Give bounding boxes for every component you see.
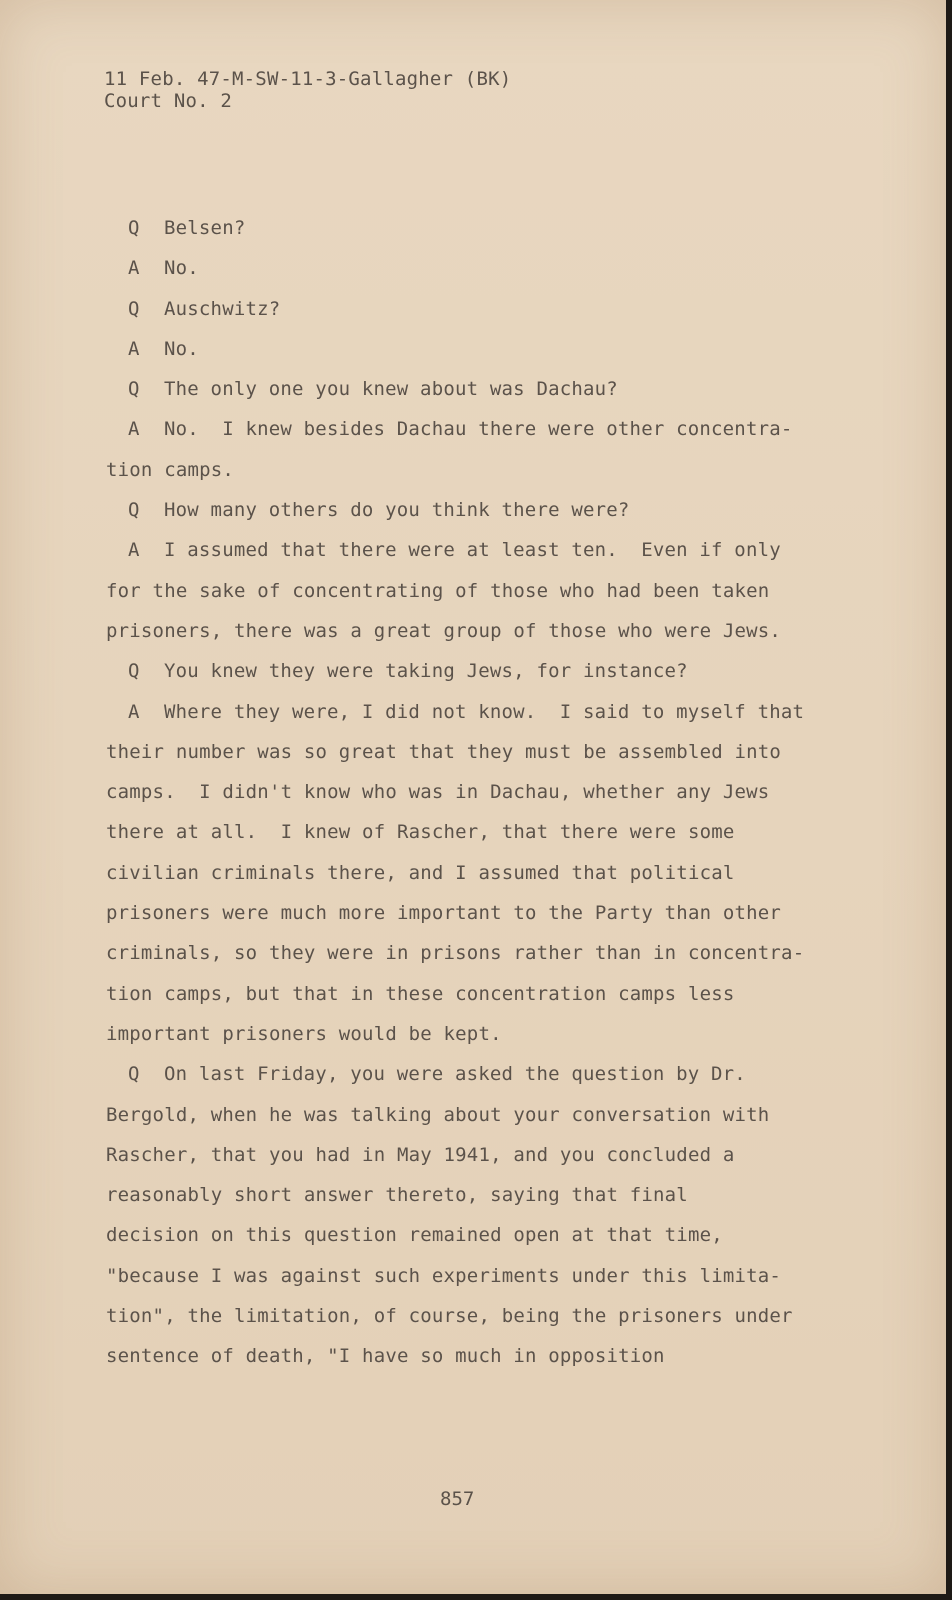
transcript-text: prisoners, there was a great group of those who were Jews. xyxy=(106,619,782,642)
question-marker: Q xyxy=(128,217,140,239)
transcript-line xyxy=(106,490,846,530)
transcript-line xyxy=(106,1095,846,1135)
transcript-line xyxy=(106,1296,846,1336)
transcript-line xyxy=(106,289,846,329)
question-marker: Q xyxy=(128,660,140,683)
transcript-text: "because I was against such experiments under this limita- xyxy=(106,1264,782,1287)
transcript-text: camps. I didn't know who was in Dachau, whether any Jews xyxy=(106,781,770,804)
transcript-body xyxy=(106,208,846,1377)
transcript-line xyxy=(106,772,846,812)
transcript-text: Rascher, that you had in May 1941, and you concluded a xyxy=(106,1143,735,1166)
header-court-number: Court No. 2 xyxy=(104,90,233,112)
transcript-text: The only one you knew about was Dachau? xyxy=(164,378,618,401)
answer-marker: A xyxy=(128,337,140,360)
transcript-text: their number was so great that they must be assembled into xyxy=(106,740,782,763)
transcript-text: No. xyxy=(164,257,199,280)
transcript-text: important prisoners would be kept. xyxy=(106,1022,502,1045)
transcript-text: No. xyxy=(164,337,199,360)
transcript-text: tion", the limitation, of course, being the prisoners under xyxy=(106,1305,793,1328)
scan-border-right xyxy=(946,0,952,1600)
page-number: 857 xyxy=(440,1488,475,1510)
transcript-line xyxy=(106,1336,846,1376)
transcript-line xyxy=(106,651,846,691)
transcript-line xyxy=(106,450,846,490)
transcript-text: Where they were, I did not know. I said to myself that xyxy=(164,700,805,723)
answer-marker: A xyxy=(128,700,140,723)
transcript-line xyxy=(106,530,846,570)
question-marker: Q xyxy=(128,1063,140,1086)
question-marker: Q xyxy=(128,499,140,522)
transcript-line xyxy=(106,732,846,772)
transcript-line xyxy=(106,571,846,611)
transcript-line xyxy=(106,611,846,651)
transcript-text: tion camps. xyxy=(106,458,235,481)
transcript-text: Belsen? xyxy=(164,217,246,239)
transcript-text: tion camps, but that in these concentration camps less xyxy=(106,982,735,1005)
transcript-line xyxy=(106,1014,846,1054)
scan-border-bottom xyxy=(0,1594,952,1600)
transcript-line xyxy=(106,893,846,933)
transcript-text: there at all. I knew of Rascher, that there were some xyxy=(106,821,735,844)
transcript-line xyxy=(106,692,846,732)
transcript-text: I assumed that there were at least ten. Even if only xyxy=(164,539,781,562)
transcript-line xyxy=(106,248,846,288)
transcript-text: How many others do you think there were? xyxy=(164,499,630,522)
transcript-text: reasonably short answer thereto, saying that final xyxy=(106,1184,688,1207)
question-marker: Q xyxy=(128,378,140,401)
transcript-text: civilian criminals there, and I assumed that political xyxy=(106,861,735,884)
transcript-text: sentence of death, "I have so much in opposition xyxy=(106,1345,665,1368)
transcript-line xyxy=(106,812,846,852)
transcript-line xyxy=(106,369,846,409)
transcript-text: You knew they were taking Jews, for instance? xyxy=(164,660,688,683)
transcript-text: No. I knew besides Dachau there were other concentra- xyxy=(164,418,793,441)
transcript-line xyxy=(106,853,846,893)
transcript-line xyxy=(106,1256,846,1296)
transcript-text: for the sake of concentrating of those who had been taken xyxy=(106,579,770,602)
transcript-text: On last Friday, you were asked the question by Dr. xyxy=(164,1063,746,1086)
transcript-line xyxy=(106,933,846,973)
transcript-text: Auschwitz? xyxy=(164,297,281,320)
transcript-text: decision on this question remained open at that time, xyxy=(106,1224,723,1247)
transcript-text: prisoners were much more important to the Party than other xyxy=(106,902,782,925)
transcript-line xyxy=(106,1054,846,1094)
transcript-line xyxy=(106,1135,846,1175)
answer-marker: A xyxy=(128,539,140,562)
transcript-line xyxy=(106,1175,846,1215)
transcript-line xyxy=(106,409,846,449)
transcript-text: criminals, so they were in prisons rather than in concentra- xyxy=(106,942,805,965)
transcript-line xyxy=(106,974,846,1014)
transcript-line xyxy=(106,329,846,369)
transcript-line xyxy=(106,208,846,248)
answer-marker: A xyxy=(128,418,140,441)
header-case-reference: 11 Feb. 47-M-SW-11-3-Gallagher (BK) xyxy=(104,68,512,90)
answer-marker: A xyxy=(128,257,140,280)
question-marker: Q xyxy=(128,297,140,320)
transcript-line xyxy=(106,1215,846,1255)
transcript-text: Bergold, when he was talking about your conversation with xyxy=(106,1103,770,1126)
